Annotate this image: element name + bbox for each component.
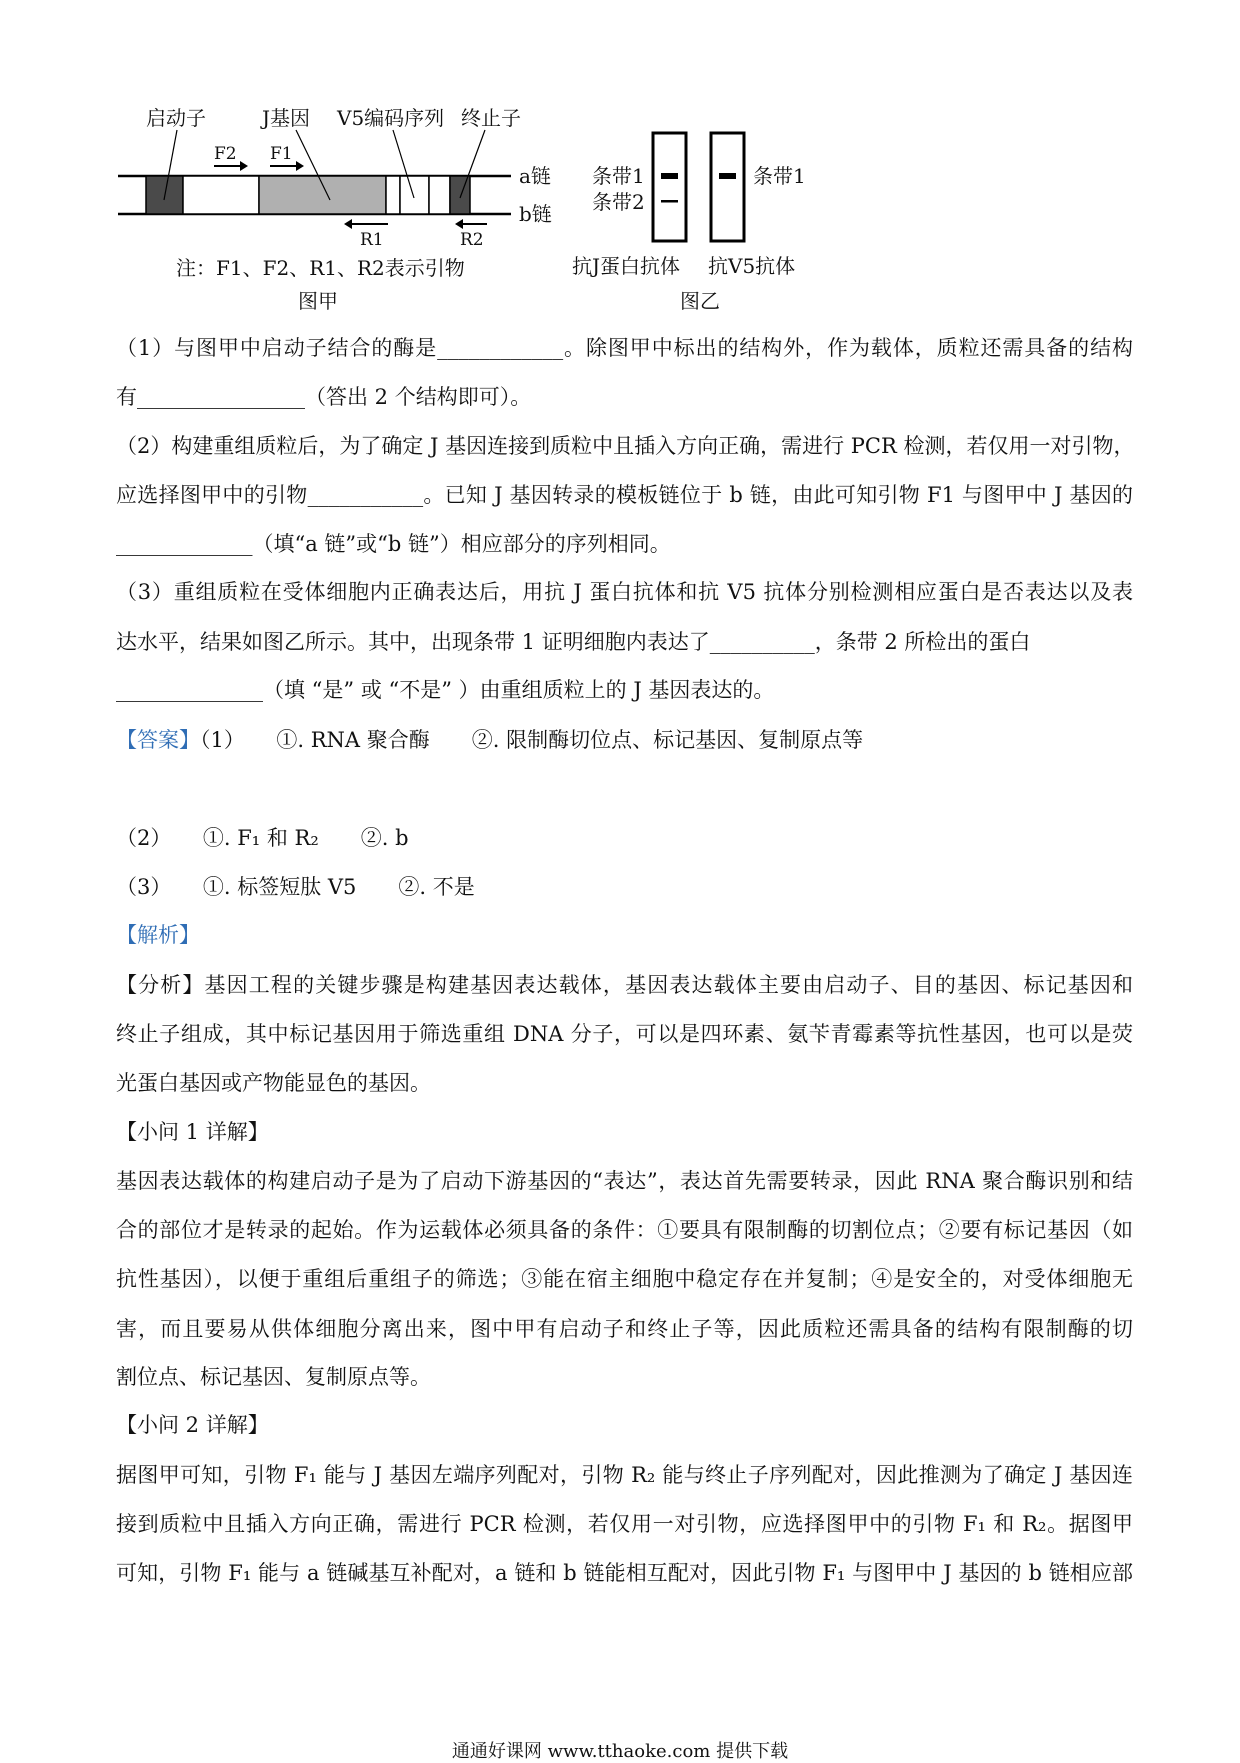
spacer-box xyxy=(183,176,259,214)
r1-label: R1 xyxy=(360,230,384,250)
figure-note: 注：F1、F2、R1、R2表示引物 xyxy=(176,256,465,280)
lane-2-strip xyxy=(711,133,744,241)
analysis-line: 割位点、标记基因、复制原点等。 xyxy=(116,1365,431,1389)
r2-label: R2 xyxy=(460,230,484,250)
figure-yi-caption: 图乙 xyxy=(680,289,720,313)
question-line: （3）重组质粒在受体细胞内正确表达后，用抗 J 蛋白抗体和抗 V5 抗体分别检测相应蛋白是否表达以及表 xyxy=(116,580,1133,604)
question-line: 有________________（答出 2 个结构即可）。 xyxy=(116,385,532,409)
lane-2-band-1 xyxy=(719,173,736,179)
j-gene-box xyxy=(259,176,386,214)
terminator-box xyxy=(450,176,470,214)
band1-right-label: 条带1 xyxy=(753,164,806,188)
lane2-label: 抗V5抗体 xyxy=(708,254,796,278)
figure-jia-caption: 图甲 xyxy=(298,289,338,313)
analysis-line: 合的部位才是转录的起始。作为运载体必须具备的条件：①要具有限制酶的切割位点；②要有标记基因（如 xyxy=(116,1218,1133,1242)
analysis-line: 终止子组成，其中标记基因用于筛选重组 DNA 分子，可以是四环素、氨苄青霉素等抗性基因，也可以是荧 xyxy=(116,1022,1133,1046)
band2-left-label: 条带2 xyxy=(592,190,645,214)
analysis-line: 接到质粒中且插入方向正确，需进行 PCR 检测，若仅用一对引物，应选择图甲中的引物 F₁ 和 R₂。据图甲 xyxy=(116,1512,1133,1536)
answer-tag: 【答案】 xyxy=(116,728,200,752)
f2-label: F2 xyxy=(214,144,237,164)
question-line: 达水平，结果如图乙所示。其中，出现条带 1 证明细胞内表达了__________，条带 2 所检出的蛋白 xyxy=(116,630,1031,654)
answer-q1: （1） ①. RNA 聚合酶 ②. 限制酶切位点、标记基因、复制原点等 xyxy=(200,728,864,752)
answer-line-1 xyxy=(116,726,1133,754)
analysis-line: 可知，引物 F₁ 能与 a 链碱基互补配对，a 链和 b 链能相互配对，因此引物 F₁ 与图甲中 J 基因的 b 链相应部 xyxy=(116,1561,1133,1585)
analysis-line: 光蛋白基因或产物能显色的基因。 xyxy=(116,1071,431,1095)
v5-segment-1 xyxy=(386,176,400,214)
answer-q3: （3） ①. 标签短肽 V5 ②. 不是 xyxy=(116,875,475,899)
terminator-pointer xyxy=(460,130,485,198)
f1-label: F1 xyxy=(270,144,293,164)
analysis-line: 据图甲可知，引物 F₁ 能与 J 基因左端序列配对，引物 R₂ 能与终止子序列配对，因此推测为了确定 J 基因连 xyxy=(116,1463,1133,1487)
analysis-tag: 【解析】 xyxy=(116,923,200,947)
question-line: ______________（填 “是” 或 “不是” ）由重组质粒上的 J 基因表达的。 xyxy=(116,678,775,702)
lane1-label: 抗J蛋白抗体 xyxy=(572,254,681,278)
lane-1-band-2 xyxy=(661,200,678,203)
j-gene-label: J基因 xyxy=(262,106,311,130)
section-heading: 【小问 2 详解】 xyxy=(116,1413,269,1437)
v5-segment-3 xyxy=(429,176,450,214)
v5-segment-2 xyxy=(400,176,429,214)
question-line: _____________（填“a 链”或“b 链”）相应部分的序列相同。 xyxy=(116,532,671,556)
lane-1-band-1 xyxy=(661,173,678,179)
question-line: （2）构建重组质粒后，为了确定 J 基因连接到质粒中且插入方向正确，需进行 PCR 检测，若仅用一对引物， xyxy=(116,434,1135,458)
question-line: 应选择图甲中的引物___________。已知 J 基因转录的模板链位于 b 链，由此可知引物 F1 与图甲中 J 基因的 xyxy=(116,483,1133,507)
lane-1-strip xyxy=(653,133,686,241)
promoter-label: 启动子 xyxy=(146,106,206,130)
band1-left-label: 条带1 xyxy=(592,164,645,188)
analysis-line: 基因表达载体的构建启动子是为了启动下游基因的“表达”，表达首先需要转录，因此 RNA 聚合酶识别和结 xyxy=(116,1169,1133,1193)
section-heading: 【小问 1 详解】 xyxy=(116,1120,269,1144)
question-line: （1）与图甲中启动子结合的酶是____________。除图甲中标出的结构外，作为载体，质粒还需具备的结构 xyxy=(116,336,1133,360)
terminator-label: 终止子 xyxy=(461,106,521,130)
analysis-line: 害，而且要易从供体细胞分离出来，图中甲有启动子和终止子等，因此质粒还需具备的结构有限制酶的切 xyxy=(116,1317,1133,1341)
v5-label: V5编码序列 xyxy=(337,106,445,130)
analysis-line: 【分析】基因工程的关键步骤是构建基因表达载体，基因表达载体主要由启动子、目的基因、标记基因和 xyxy=(116,973,1133,997)
footer-watermark: 通通好课网 www.tthaoke.com 提供下载 xyxy=(451,1741,789,1762)
b-strand-label: b链 xyxy=(519,202,552,226)
answer-q2: （2） ①. F₁ 和 R₂ ②. b xyxy=(116,826,409,850)
a-strand-label: a链 xyxy=(519,164,551,188)
analysis-line: 抗性基因），以便于重组后重组子的筛选；③能在宿主细胞中稳定存在并复制；④是安全的，对受体细胞无 xyxy=(116,1267,1133,1291)
